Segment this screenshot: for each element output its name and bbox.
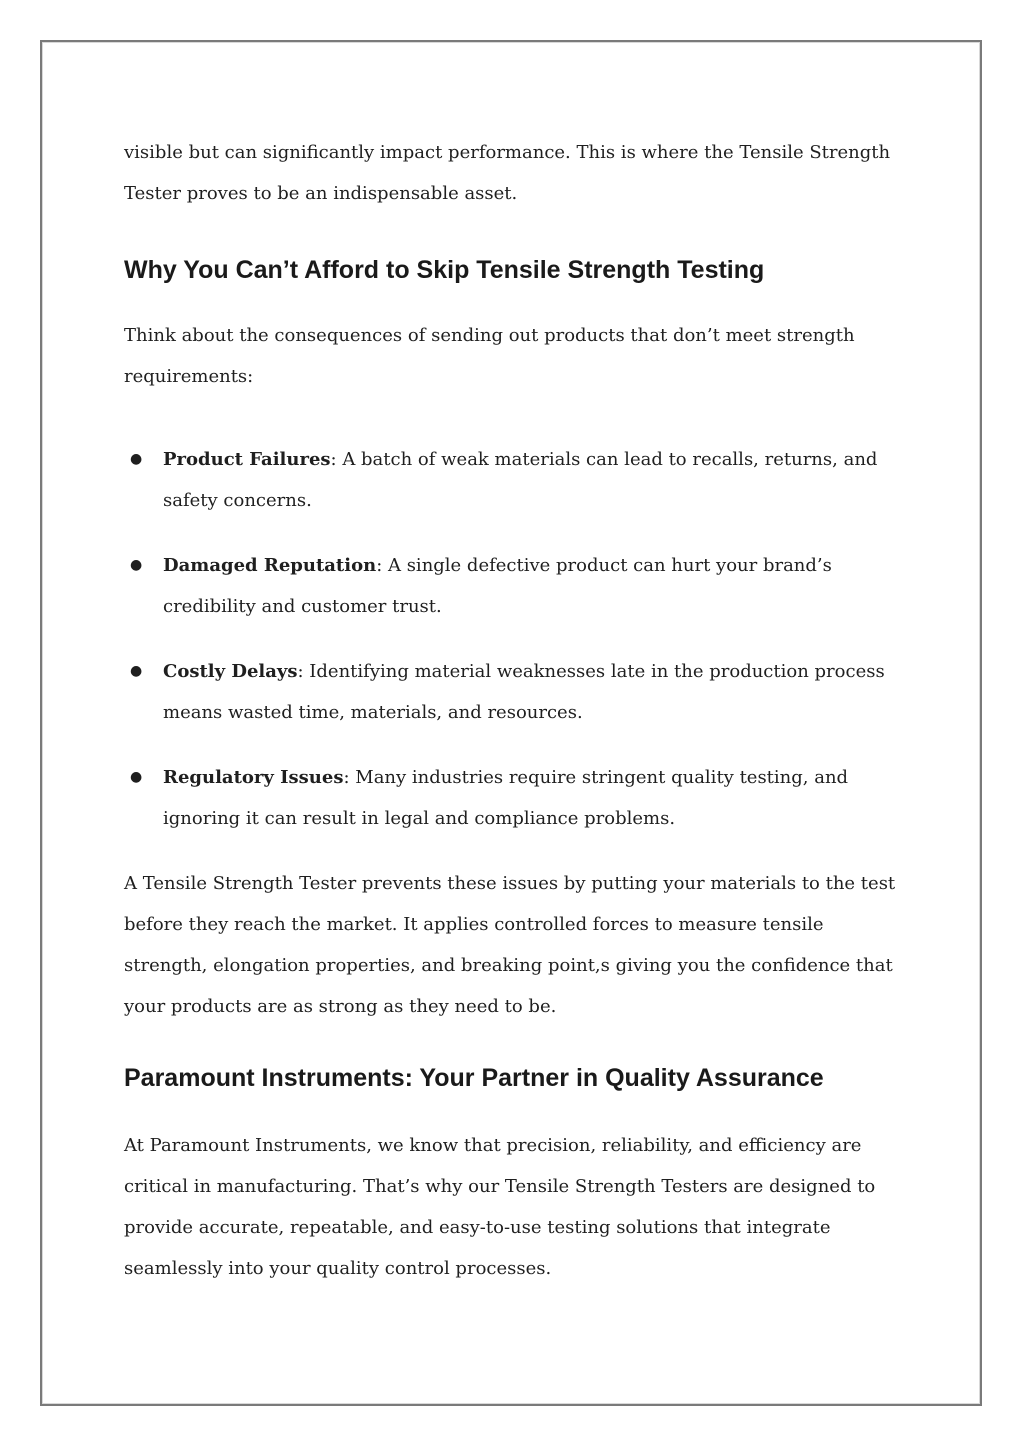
list-item xyxy=(124,651,904,733)
bullet-icon: ● xyxy=(130,451,143,467)
list-item-text: : A single defective product can hurt your brand’s credibility and customer trust. xyxy=(163,555,832,617)
document-body xyxy=(124,132,904,1289)
list-item xyxy=(124,757,904,839)
list-item xyxy=(124,545,904,627)
list-item-term: Product Failures xyxy=(163,449,331,470)
list-item-term: Damaged Reputation xyxy=(163,555,377,576)
list-item-term: Costly Delays xyxy=(163,661,298,682)
list-item-text: : Identifying material weaknesses late in the production process means wasted time, materials, and resources. xyxy=(163,661,885,723)
section-heading-partner: Paramount Instruments: Your Partner in Quality Assurance xyxy=(124,1064,824,1092)
list-item-term: Regulatory Issues xyxy=(163,767,344,788)
list-item-text: : A batch of weak materials can lead to recalls, returns, and safety concerns. xyxy=(163,449,878,511)
consequences-list xyxy=(124,439,904,839)
list-item-text: : Many industries require stringent quality testing, and ignoring it can result in legal and compliance problems. xyxy=(163,767,849,829)
tester-paragraph: A Tensile Strength Tester prevents these issues by putting your materials to the test before they reach the market. It applies controlled forces to measure tensile strength, elongation properties, and breaking point,s giving you the confidence that your products are as strong as they need to be. xyxy=(124,873,896,1017)
partner-paragraph: At Paramount Instruments, we know that precision, reliability, and efficiency are critical in manufacturing. That’s why our Tensile Strength Testers are designed to provide accurate, repeatable, and easy-to-use testing solutions that integrate seamlessly into your quality control processes. xyxy=(124,1135,876,1279)
consequences-intro: Think about the consequences of sending out products that don’t meet strength requirements: xyxy=(124,325,855,387)
bullet-icon: ● xyxy=(130,557,143,573)
intro-paragraph: visible but can significantly impact performance. This is where the Tensile Strength Tester proves to be an indispensable asset. xyxy=(124,142,891,204)
bullet-icon: ● xyxy=(130,769,143,785)
section-heading-why: Why You Can’t Afford to Skip Tensile Strength Testing xyxy=(124,256,765,284)
list-item xyxy=(124,439,904,521)
bullet-icon: ● xyxy=(130,663,143,679)
